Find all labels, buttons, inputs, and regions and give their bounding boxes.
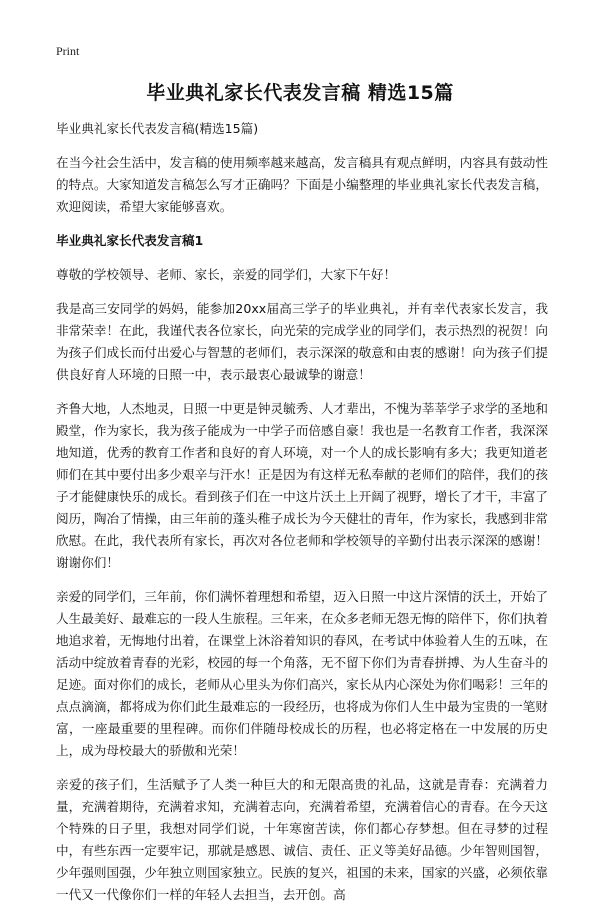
intro-paragraph: 在当今社会生活中，发言稿的使用频率越来越高，发言稿具有观点鲜明，内容具有鼓动性的特点。大家知道发言稿怎么写才正确吗？下面是小编整理的毕业典礼家长代表发言稿，欢迎阅读，希望大家能够喜欢。 — [56, 155, 548, 214]
document-subtitle: 毕业典礼家长代表发言稿(精选15篇) — [56, 121, 259, 136]
greeting-paragraph: 尊敬的学校领导、老师、家长，亲爱的同学们，大家下午好！ — [56, 267, 397, 282]
page-title: 毕业典礼家长代表发言稿 精选15篇 — [146, 82, 454, 104]
body-paragraph: 亲爱的同学们，三年前，你们满怀着理想和希望，迈入日照一中这片深情的沃土，开始了人生最美好、最难忘的一段人生旅程。三年来，在众多老师无怨无悔的陪伴下，你们执着地追求着，无悔地付出着，在课堂上沐浴着知识的春风，在考试中体验着人生的五味，在活动中绽放着青春的光彩，校园的每一个角落，无不留下你们为青春拼搏、为人生奋斗的足迹。面对你们的成长，老师从心里头为你们高兴，家长从内心深处为你们喝彩！三年的点点滴滴，都将成为你们此生最难忘的一段经历，也将成为你们人生中最为宝贵的一笔财富，一座最重要的里程碑。而你们伴随母校成长的历程，也必将定格在一中发展的历史上，成为母校最大的骄傲和光荣！ — [56, 589, 548, 758]
body-paragraph: 齐鲁大地，人杰地灵，日照一中更是钟灵毓秀、人才辈出，不愧为莘莘学子求学的圣地和殿堂，作为家长，我为孩子能成为一中学子而倍感自豪！我也是一名教育工作者，我深深地知道，优秀的教育工作者和良好的育人环境，对一个人的成长影响有多大；我更知道老师们在其中要付出多少艰辛与汗水！正是因为有这样无私奉献的老师们的陪伴，我们的孩子才能健康快乐的成长。看到孩子们在一中这片沃土上开阔了视野，增长了才干，丰富了阅历，陶冶了情操，由三年前的蓬头稚子成长为今天健壮的青年，作为家长，我感到非常欣慰。在此，我代表所有家长，再次对各位老师和学校领导的辛勤付出表示深深的感谢！谢谢你们！ — [56, 401, 548, 570]
section-heading: 毕业典礼家长代表发言稿1 — [56, 233, 204, 248]
body-paragraph: 亲爱的孩子们，生活赋予了人类一种巨大的和无限高贵的礼品，这就是青春：充满着力量，充满着期待，充满着求知，充满着志向，充满着希望，充满着信心的青春。在今天这个特殊的日子里，我想对同学们说，十年寒窗苦读，你们都心存梦想。但在寻梦的过程中，有些东西一定要牢记，那就是感恩、诚信、责任、正义等美好品德。少年智则国智，少年强则国强，少年独立则国家独立。民族的复兴，祖国的未来，国家的兴盛，必须依靠一代又一代像你们一样的年轻人去担当，去开创。高 — [56, 777, 548, 902]
document-body — [56, 118, 548, 918]
print-label[interactable]: Print — [56, 44, 80, 58]
body-paragraph: 我是高三安同学的妈妈，能参加20xx届高三学子的毕业典礼，并有幸代表家长发言，我非常荣幸！在此，我谨代表各位家长，向光荣的完成学业的同学们，表示热烈的祝贺！向为孩子们成长而付出爱心与智慧的老师们，表示深深的敬意和由衷的感谢！向为孩子们提供良好育人环境的日照一中，表示最衷心最诚挚的谢意！ — [56, 301, 548, 382]
